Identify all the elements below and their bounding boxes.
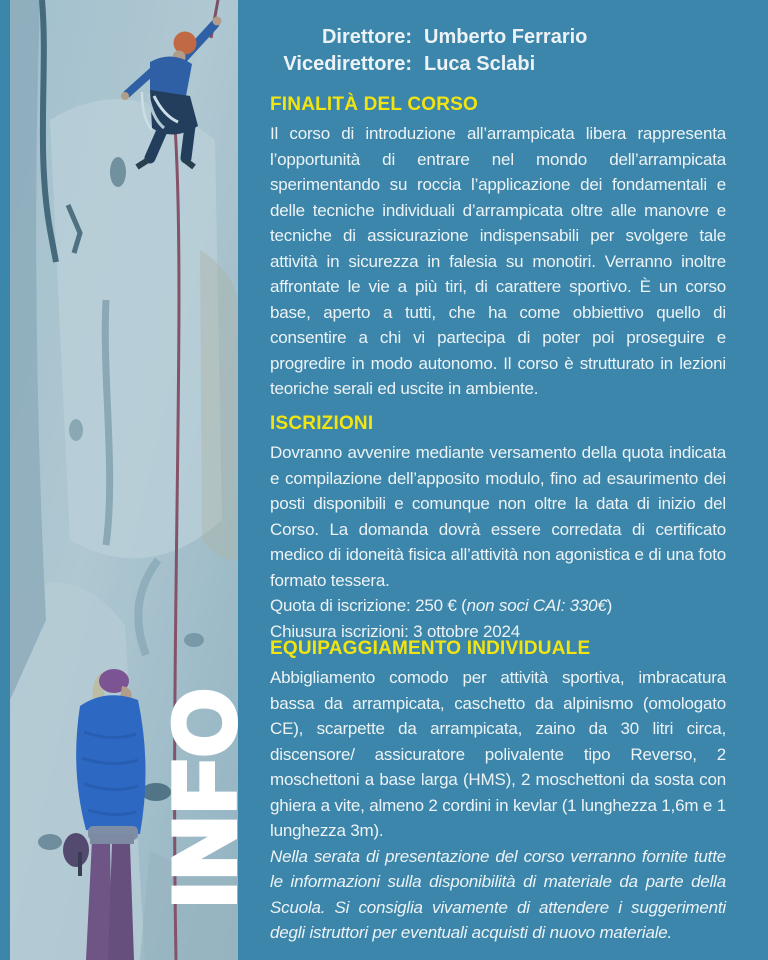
director-label: Direttore: bbox=[321, 26, 412, 48]
quota-prefix: Quota di iscrizione: 250 € ( bbox=[270, 596, 467, 615]
info-overlay-text: INFO bbox=[157, 685, 253, 907]
section-heading-iscrizioni: ISCRIZIONI bbox=[270, 413, 374, 434]
vice-director-name: Luca Sclabi bbox=[424, 53, 536, 75]
section-equipaggiamento bbox=[270, 636, 726, 946]
quota-suffix: ) bbox=[606, 596, 613, 615]
equipaggiamento-note-italic: Nella serata di presentazione del corso verranno fornite tutte le informazioni sulla disponibilità di materiale da parte della Scuola. Si consiglia vivamente di attendere i suggerimenti degli istruttori per eventuali acquisti di nuovo materiale. bbox=[270, 846, 726, 942]
finalita-paragraph: Il corso di introduzione all’arrampicata libera rappresenta l’opportunità di entrare nel mondo dell’arrampicata sperimentando su roccia l’applicazione dei fondamentali e delle tecniche individuali d’arrampicata oltre alle manovre e tecniche di assicurazione indispensabili per svolgere tale attività in sicurezza in falesia su monotiri. Verranno inoltre affrontate le vie a più tiri, di carattere sportivo. È un corso base, aperto a tutti, che ha come obbiettivo quello di consentire a chi vi partecipa di poter poi proseguire e progredire in modo autonomo. Il corso è strutturato in lezioni teoriche serali ed uscite in ambiente. bbox=[270, 124, 726, 398]
deadline-line: Chiusura iscrizioni: 3 ottobre 2024 bbox=[270, 621, 521, 641]
quota-line bbox=[270, 593, 726, 619]
equipaggiamento-paragraph: Abbigliamento comodo per attività sportiva, imbracatura bassa da arrampicata, caschetto da alpinismo (omologato CE), scarpette da arrampicata, zaino da 30 litri circa, discensore/ assicuratore polivalente tipo Reverso, 2 moschettoni a base larga (HMS), 2 moschettoni da sosta con ghiera a vite, almeno 2 cordini in kevlar (1 lunghezza 1,6m e 1 lunghezza 3m). bbox=[270, 668, 726, 840]
section-iscrizioni bbox=[270, 411, 726, 644]
climbing-photo bbox=[10, 0, 253, 960]
director-name: Umberto Ferrario bbox=[424, 26, 588, 48]
course-staff-block bbox=[270, 24, 726, 78]
vice-director-row bbox=[270, 51, 726, 78]
vice-director-label: Vicedirettore: bbox=[283, 53, 412, 75]
rock-climbing-illustration bbox=[10, 0, 238, 960]
section-heading-equipaggiamento: EQUIPAGGIAMENTO INDIVIDUALE bbox=[270, 638, 591, 659]
director-row bbox=[270, 24, 726, 51]
quota-non-soci: non soci CAI: 330€ bbox=[466, 596, 607, 615]
iscrizioni-paragraph: Dovranno avvenire mediante versamento della quota indicata e compilazione dell’apposito modulo, fino ad esaurimento dei posti disponibili e comunque non oltre la data di inizio del Corso. La domanda dovrà essere corredata di certificato medico di idoneità fisica all’attività non agonistica e di una foto formato tessera. bbox=[270, 443, 726, 590]
section-heading-finalita: FINALITÀ DEL CORSO bbox=[270, 94, 479, 115]
section-finalita bbox=[270, 92, 726, 402]
